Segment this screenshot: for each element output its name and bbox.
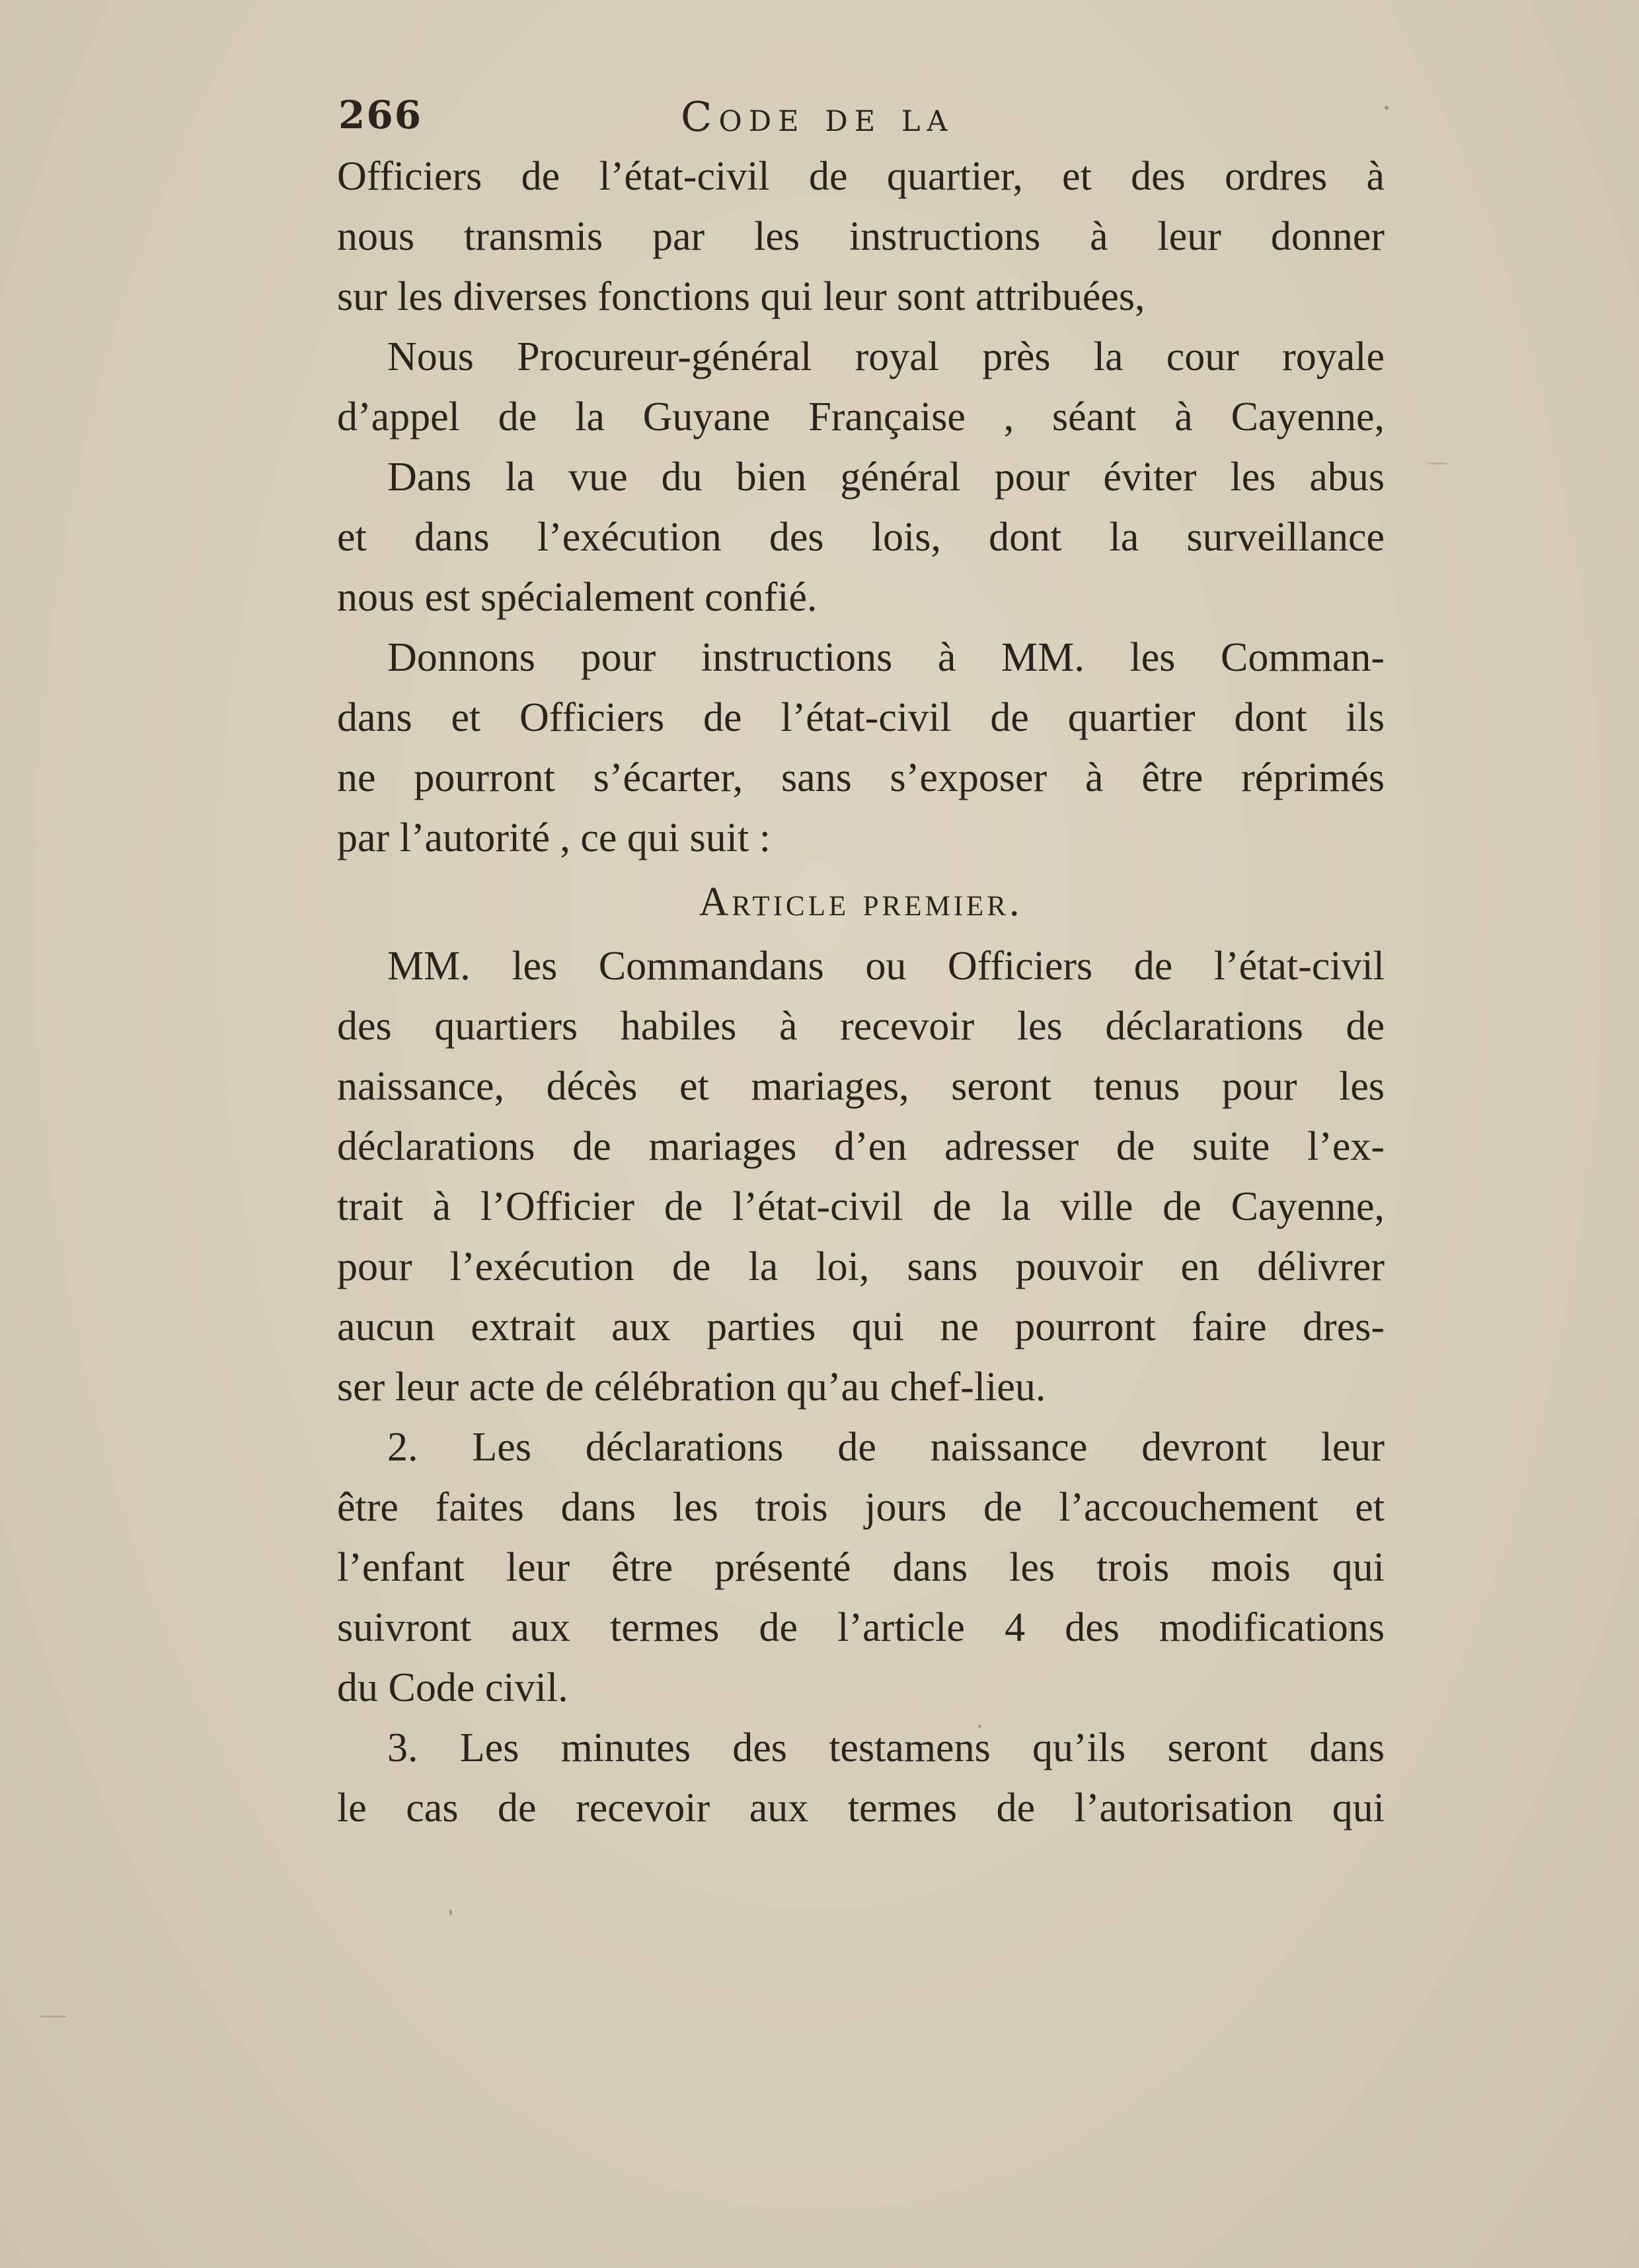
text-line: du Code civil.	[337, 1665, 568, 1710]
text-line: Donnons pour instructions à MM. les Comman-	[387, 635, 1385, 680]
text-line: l’enfant leur être présenté dans les trois mois qui	[337, 1545, 1385, 1590]
article-1	[337, 936, 1385, 1418]
text-line: 2. Les déclarations de naissance devront leur	[387, 1425, 1385, 1470]
article-heading: Article premier.	[699, 880, 1023, 925]
text-line: dans et Officiers de l’état-civil de quartier dont ils	[337, 695, 1385, 740]
text-line: naissance, décès et mariages, seront tenus pour les	[337, 1064, 1385, 1109]
running-title: Code de la	[681, 93, 954, 141]
paper-speck	[978, 1725, 981, 1728]
page-header	[0, 86, 1639, 145]
text-line: d’appel de la Guyane Française , séant à Cayenne,	[337, 395, 1385, 439]
article-3	[337, 1718, 1385, 1838]
text-line: déclarations de mariages d’en adresser de suite l’ex-	[337, 1124, 1385, 1169]
paper-speck	[40, 2016, 66, 2018]
text-line: sur les diverses fonctions qui leur sont attribuées,	[337, 274, 1145, 319]
article-2	[337, 1418, 1385, 1718]
paper-speck	[449, 1910, 452, 1915]
paragraph	[337, 327, 1385, 447]
text-line: par l’autorité , ce qui suit :	[337, 815, 771, 860]
text-line: pour l’exécution de la loi, sans pouvoir en délivrer	[337, 1244, 1385, 1289]
paragraph	[337, 147, 1385, 327]
text-line: ser leur acte de célébration qu’au chef-lieu.	[337, 1365, 1046, 1410]
text-line: Nous Procureur-général royal près la cour royale	[387, 334, 1385, 379]
paper-speck	[1385, 106, 1389, 110]
text-line: ne pourront s’écarter, sans s’exposer à être réprimés	[337, 755, 1385, 800]
text-line: Dans la vue du bien général pour éviter les abus	[387, 455, 1385, 500]
text-line: nous est spécialement confié.	[337, 575, 818, 620]
text-line: être faites dans les trois jours de l’accouchement et	[337, 1485, 1385, 1530]
text-line: MM. les Commandans ou Officiers de l’état-civil	[387, 944, 1385, 989]
text-line: et dans l’exécution des lois, dont la surveillance	[337, 515, 1385, 560]
body-text	[337, 147, 1385, 1838]
text-line: aucun extrait aux parties qui ne pourront faire dres-	[337, 1304, 1385, 1349]
text-line: nous transmis par les instructions à leur donner	[337, 214, 1385, 259]
text-line: des quartiers habiles à recevoir les déclarations de	[337, 1004, 1385, 1049]
page-number: 266	[338, 93, 423, 137]
text-line: Officiers de l’état-civil de quartier, et des ordres à	[337, 154, 1385, 199]
text-line: trait à l’Officier de l’état-civil de la ville de Cayenne,	[337, 1184, 1385, 1229]
paper-speck	[1428, 463, 1447, 465]
text-line: 3. Les minutes des testamens qu’ils seront dans	[387, 1725, 1385, 1770]
paragraph	[337, 628, 1385, 868]
text-line: le cas de recevoir aux termes de l’autorisation qui	[337, 1786, 1385, 1831]
text-line: suivront aux termes de l’article 4 des modifications	[337, 1605, 1385, 1650]
paragraph	[337, 447, 1385, 628]
